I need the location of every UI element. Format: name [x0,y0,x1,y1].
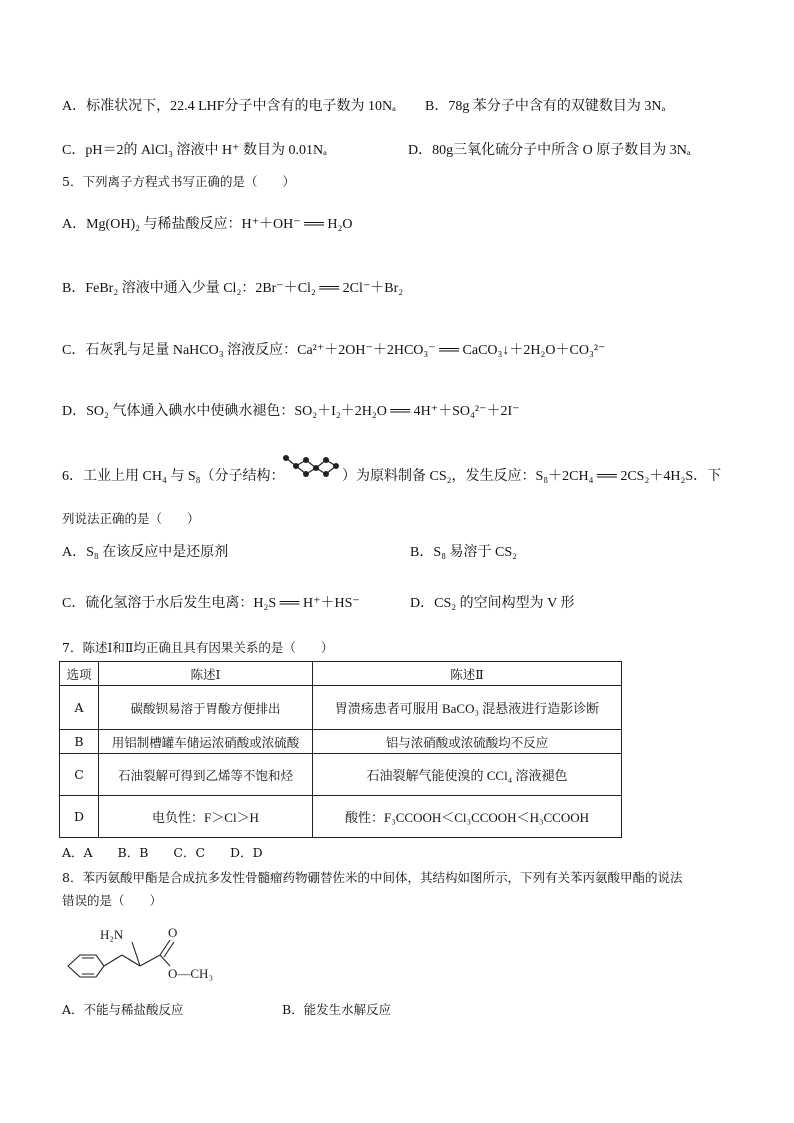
table-row [60,730,622,754]
table-cell: 用铝制槽罐车储运浓硝酸或浓硫酸 [99,730,313,754]
table-row [60,796,622,838]
table-cell: 石油裂解气能使溴的 CCl₄ 溶液褪色 [313,754,622,796]
q5-option-d: D．SO₂ 气体通入碘水中使碘水褪色：SO₂＋I₂＋2H₂O ══ 4H⁺＋SO₄²⁻＋2I⁻ [62,404,520,419]
table-cell: D [60,796,99,838]
q7-table [59,661,622,838]
q5-option-c: C．石灰乳与足量 NaHCO₃ 溶液反应：Ca²⁺＋2OH⁻＋2HCO₃⁻ ══ CaCO₃↓＋2H₂O＋CO₃²⁻ [62,343,606,358]
q7-answer-choices: A．A B．B C．C D．D [62,845,263,860]
q5-option-a: A．Mg(OH)₂ 与稀盐酸反应：H⁺＋OH⁻ ══ H₂O [62,217,353,232]
q6-stem-part3: 列说法正确的是（ ） [62,511,200,526]
table-cell: 石油裂解可得到乙烯等不饱和烃 [99,754,313,796]
q4-option-c: C．pH＝2的 AlCl₃ 溶液中 H⁺ 数目为 0.01Nₐ [62,143,327,158]
carbonyl-oxygen-label: O [168,925,178,940]
q5-stem: 5．下列离子方程式书写正确的是（ ） [62,174,295,189]
q8-stem-part2: 错误的是（ ） [62,893,163,908]
q6-option-d: D．CS₂ 的空间构型为 V 形 [410,596,575,611]
table-cell: 电负性：F＞Cl＞H [99,796,313,838]
table-cell: 碳酸钡易溶于胃酸方便排出 [99,686,313,730]
table-cell: B [60,730,99,754]
table-header-option: 选项 [60,662,99,686]
table-header-statement-2: 陈述Ⅱ [313,662,622,686]
table-row [60,686,622,730]
q6-stem-part2: ）为原料制备 CS₂，发生反应：S₈＋2CH₄ ══ 2CS₂＋4H₂S．下 [342,469,722,484]
table-cell: 胃溃疡患者可服用 BaCO₃ 混悬液进行造影诊断 [313,686,622,730]
q8-option-b: B．能发生水解反应 [282,1002,392,1017]
q7-stem: 7．陈述Ⅰ和Ⅱ均正确且具有因果关系的是（ ） [62,640,334,655]
q5-option-b: B．FeBr₂ 溶液中通入少量 Cl₂：2Br⁻＋Cl₂ ══ 2Cl⁻＋Br₂ [62,281,404,296]
table-header-statement-1: 陈述Ⅰ [99,662,313,686]
table-row [60,754,622,796]
q4-option-b: B．78g 苯分子中含有的双键数目为 3Nₐ [425,99,666,114]
q8-stem-part1: 8．苯丙氨酸甲酯是合成抗多发性骨髓瘤药物硼替佐米的中间体，其结构如图所示，下列有关苯丙氨酸甲酯的说法 [62,870,683,885]
q8-option-a: A．不能与稀盐酸反应 [62,1002,184,1017]
q6-option-a: A．S₈ 在该反应中是还原剂 [62,545,229,560]
table-header-row [60,662,622,686]
table-cell: C [60,754,99,796]
table-cell: 酸性：F₃CCOOH＜Cl₃CCOOH＜H₃CCOOH [313,796,622,838]
q4-option-d: D．80g三氧化硫分子中所含 O 原子数目为 3Nₐ [408,143,691,158]
table-cell: 铝与浓硝酸或浓硫酸均不反应 [313,730,622,754]
q6-stem-part1: 6．工业上用 CH₄ 与 S₈（分子结构： [62,469,285,484]
table-cell: A [60,686,99,730]
q4-option-a: A．标准状况下，22.4 LHF分子中含有的电子数为 10Nₐ [62,99,396,114]
q6-option-c: C．硫化氢溶于水后发生电离：H₂S ══ H⁺＋HS⁻ [62,596,360,611]
phenylalanine-methyl-ester-structure [60,922,240,988]
s8-structure-figure [282,452,340,480]
q6-option-b: B．S₈ 易溶于 CS₂ [410,545,518,560]
ester-label: O—CH₃ [168,966,213,981]
amine-label: H₂N [100,927,124,942]
